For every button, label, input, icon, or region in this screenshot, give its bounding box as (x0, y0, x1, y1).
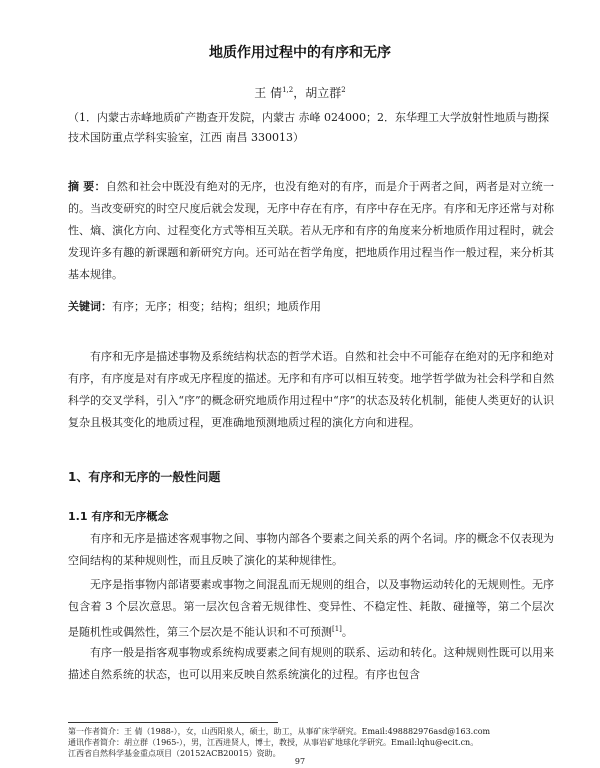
abstract (68, 176, 554, 286)
keywords-text: 有序；无序；相变；结构；组织；地质作用 (112, 300, 321, 313)
author-separator: ， (293, 86, 306, 100)
section-heading: 1、有序和无序的一般性问题 (68, 470, 221, 484)
author-line (0, 84, 600, 101)
body-paragraph: 有序一般是指客观事物或系统构成要素之间有规则的联系、运动和转化。这种规则性既可以用来描述自然系统的状态，也可以用来反映自然系统演化的过程。有序也包含 (68, 646, 554, 681)
affiliation: （1．内蒙古赤峰地质矿产勘查开发院，内蒙古 赤峰 024000；2．东华理工大学放射性地质与勘探技术国防重点学科实验室，江西 南昌 330013） (68, 111, 549, 144)
page-number: 97 (294, 757, 306, 766)
footnote: 江西省自然科学基金重点项目（20152ACB20015）资助。 (68, 749, 281, 758)
author-affiliation-mark: 2 (341, 86, 346, 94)
abstract-text: 自然和社会中既没有绝对的无序，也没有绝对的有序，而是介于两者之间，两者是对立统一的。当改变研究的时空尺度后就会发现，无序中存在有序，有序中存在无序。有序和无序还常与对称性、熵、演化方向、过程变化方式等相互关联。若从无序和有序的角度来分析地质作用过程时，就会发现许多有趣的新课题和新研究方向。还可站在哲学角度，把地质作用过程当作一般过程，来分析其基本规律。 (68, 180, 554, 281)
citation-ref: [1] (332, 625, 342, 633)
body-paragraph: 有序和无序是描述客观事物之间、事物内部各个要素之间关系的两个名词。序的概念不仅表现为空间结构的某种规则性，而且反映了演化的某种规律性。 (68, 532, 554, 567)
keywords-label: 关键词： (68, 300, 112, 313)
footnote-rule (68, 722, 278, 723)
author-affiliation-mark: 1,2 (282, 86, 294, 94)
footnote: 第一作者简介：王 倩（1988-），女，山西阳泉人，硕士，助工，从事矿床学研究。Email:498882976asd@163.com (68, 727, 491, 736)
author-name: 王 倩 (254, 86, 283, 100)
paper-title: 地质作用过程中的有序和无序 (209, 45, 391, 61)
body-paragraph (68, 574, 554, 644)
abstract-label: 摘 要： (68, 180, 106, 193)
keywords (68, 296, 554, 318)
footnote: 通讯作者简介：胡立群（1965-），男，江西进贤人，博士，教授，从事岩矿地球化学研究。Email:lqhu@ecit.cn。 (68, 738, 479, 747)
intro-paragraph: 有序和无序是描述事物及系统结构状态的哲学术语。自然和社会中不可能存在绝对的无序和绝对有序，有序度是对有序或无序程度的描述。无序和有序可以相互转变。地学哲学做为社会科学和自然科学的交叉学科，引入“序”的概念研究地质作用过程中“序”的状态及转化机制，能使人类更好的认识复杂且极其变化的地质过程，更准确地预测地质过程的演化方向和进程。 (68, 350, 554, 429)
author-name: 胡立群 (305, 86, 342, 100)
body-text: 。 (341, 625, 353, 639)
subsection-heading: 1.1 有序和无序概念 (68, 510, 169, 523)
body-text: 无序是指事物内部诸要素或事物之间混乱而无规则的组合，以及事物运动转化的无规则性。无序包含着 3 个层次意思。第一层次包含着无规律性、变异性、不稳定性、耗散、碰撞等，第二个层次是随机性或偶然性，第三个层次是不能认识和不可预测 (68, 578, 554, 639)
